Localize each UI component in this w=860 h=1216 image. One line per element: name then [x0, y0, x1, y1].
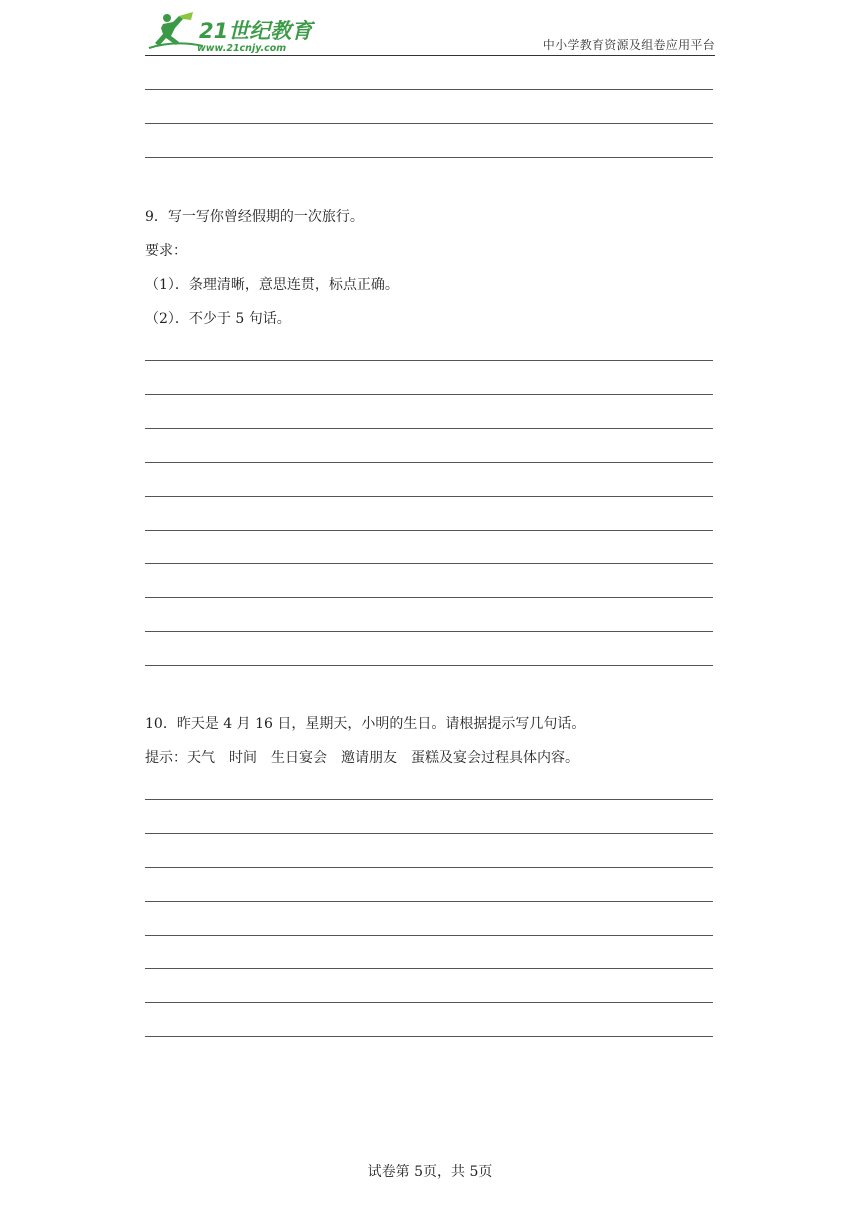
question-9-requirement-1: （1）．条理清晰，意思连贯，标点正确。 [145, 277, 399, 293]
header-divider [145, 55, 715, 56]
answer-line[interactable] [145, 901, 713, 902]
hint-item: 蛋糕及宴会过程具体内容。 [411, 750, 579, 766]
answer-line[interactable] [145, 89, 713, 90]
question-9-requirement-2: （2）．不少于 5 句话。 [145, 311, 291, 327]
page-number: 试卷第 5页，共 5页 [367, 1164, 493, 1180]
question-10-title: 10．昨天是 4 月 16 日，星期天，小明的生日。请根据提示写几句话。 [145, 716, 586, 732]
answer-line[interactable] [145, 631, 713, 632]
logo-main-text: 21世纪教育 [199, 19, 313, 43]
answer-line[interactable] [145, 968, 713, 969]
platform-title: 中小学教育资源及组卷应用平台 [542, 38, 715, 52]
answer-line[interactable] [145, 597, 713, 598]
answer-line[interactable] [145, 833, 713, 834]
logo [145, 10, 320, 54]
answer-line[interactable] [145, 462, 713, 463]
hint-label: 提示： [145, 750, 187, 766]
question-10-hints [145, 749, 593, 767]
page-header [145, 8, 715, 56]
question-9-title: 9．写一写你曾经假期的一次旅行。 [145, 209, 364, 225]
answer-line[interactable] [145, 935, 713, 936]
hint-item: 时间 [229, 750, 257, 766]
answer-line[interactable] [145, 867, 713, 868]
answer-line[interactable] [145, 123, 713, 124]
hint-item: 天气 [187, 750, 215, 766]
answer-line[interactable] [145, 799, 713, 800]
runner-logo-icon [145, 10, 320, 54]
answer-line[interactable] [145, 1036, 713, 1037]
answer-line[interactable] [145, 496, 713, 497]
answer-line[interactable] [145, 530, 713, 531]
hint-item: 生日宴会 [271, 750, 327, 766]
answer-line[interactable] [145, 157, 713, 158]
answer-line[interactable] [145, 428, 713, 429]
answer-line[interactable] [145, 665, 713, 666]
hint-item: 邀请朋友 [341, 750, 397, 766]
answer-line[interactable] [145, 563, 713, 564]
logo-sub-text: www.21cnjy.com [197, 43, 287, 54]
answer-line[interactable] [145, 1002, 713, 1003]
question-9-requirement-label: 要求： [145, 243, 187, 259]
answer-line[interactable] [145, 360, 713, 361]
answer-line[interactable] [145, 394, 713, 395]
